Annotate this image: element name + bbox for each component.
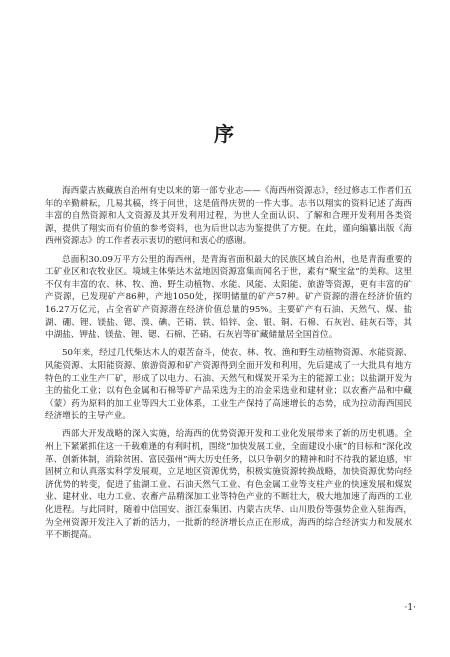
page-title: 序: [214, 122, 236, 146]
paragraph-4: 西部大开发战略的深入实施，给海西的优势资源开发和工业化发展带来了新的历史机遇。全州上下紧紧抓住这一千载难逢的有利时机，围绕“加快发展工业，全面建设小康”的目标和“深化改革、创新体制，消除贫困、富民强州”两大历史任务，以只争朝夕的精神和时不待我的紧迫感，牢固树立和认真落实科学发展观，立足地区资源优势，积极实施资源转换战略，加快资源优势向经济优势的转变，促进了盐湖工业、石油天然气工业、有色金属工业等支柱产业的快速发展和煤炭业、建材业、电力工业、农畜产品精深加工业等特色产业的不断壮大，极大地加速了海西的工业化进程。与此同时，随着中信国安、浙江泰集团、内蒙古庆华、山川股份等强势企业入驻海西，为全州资源开发注入了新的活力，一批新的经济增长点正在形成，海西的综合经济实力和发展水平不断提高。: [45, 429, 412, 541]
paragraph-2: 总面积30.09万平方公里的海西州，是青海省面积最大的民族区域自治州，也是青海重要的工矿业区和农牧业区。境域主体柴达木盆地因资源富集而闻名于世，素有“聚宝盆”的美称。这里不仅有丰富的农、林、牧、渔、野生动植物、水能、风能、太阳能、旅游等资源，更有丰富的矿产资源，已发现矿产86种，产地1050处，探明储量的矿产57种。矿产资源的潜在经济价值约16.27万亿元，占全省矿产资源潜在经济价值总量的95%。主要矿产有石油、天然气、煤、盐湖、硼、锂、镁盐、锶、溴、碘、芒硝、铁、铅锌、金、银、铜、石棉、石灰岩、硅灰石等，其中湖盐、钾盐、镁盐、锂、锶、石棉、芒硝、石灰岩等矿藏储量居全国首位。: [45, 254, 412, 341]
paragraph-1: 海西蒙古族藏族自治州有史以来的第一部专业志——《海西州资源志》，经过修志工作者们五年的辛勤耕耘，几易其稿，终于问世，这是值得庆贺的一件大事。志书以翔实的资料记述了海西丰富的自然资源和人文资源及其开发利用过程，为世人全面认识、了解和合理开发利用各类资源，提供了翔实而有价值的参考资料，也为后世以志为鉴提供了方便。在此，谨向编纂出版《海西州资源志》的工作者表示衷切的慰问和衷心的感谢。: [45, 186, 412, 247]
body-text: [45, 185, 412, 547]
paragraph-3: 50年来，经过几代柴达木人的艰苦奋斗，使农、林、牧、渔和野生动植物资源、水能资源、风能资源、太阳能资源、旅游资源和矿产资源得到全面开发和利用，先后建成了一大批具有地方特色的工业生产厂矿，形成了以电力、石油、天然气和煤炭开采为主的能源工业；以盐湖开发为主的盐化工业；以有色金属和石棉等矿产品采选为主的冶金采选业和建材业；以农畜产品和中藏（蒙）药为原料的加工业等四大工业体系，工业生产保持了高速增长的态势，成为拉动海西国民经济增长的主导产业。: [45, 348, 412, 422]
page-number: ·1·: [404, 603, 416, 613]
